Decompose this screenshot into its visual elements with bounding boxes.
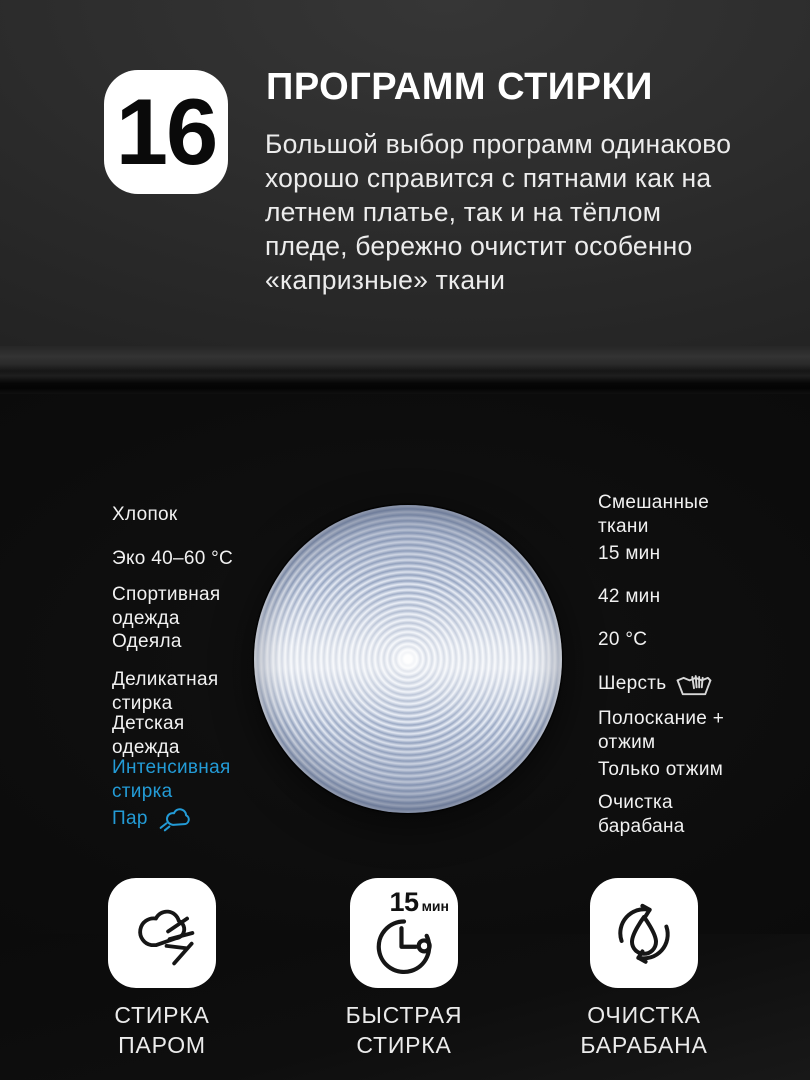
program-label-15min: 15 мин: [598, 543, 661, 564]
program-label-cotton: Хлопок: [112, 504, 178, 525]
program-count-badge: [104, 70, 228, 194]
program-label-delicate: Деликатная стирка: [112, 669, 219, 714]
feature-label-steam-wash: СТИРКА ПАРОМ: [114, 1002, 210, 1058]
program-label-20c: 20 °C: [598, 629, 648, 650]
program-count-number: 16: [115, 79, 217, 184]
program-label-blankets: Одеяла: [112, 631, 182, 652]
program-label-intensive: Интенсивная стирка: [112, 757, 231, 802]
program-label-rinse-spin: Полоскание + отжим: [598, 708, 725, 753]
program-label-steam: Пар: [112, 802, 191, 830]
program-label-mixed-fabrics: Смешанные ткани: [598, 492, 710, 537]
hand-wash-icon: [675, 669, 713, 697]
program-label-42min: 42 мин: [598, 586, 661, 607]
feature-label-drum-clean: ОЧИСТКА БАРАБАНА: [580, 1002, 708, 1058]
feature-card-quick-wash: [350, 878, 458, 988]
machine-top-edge: [0, 346, 810, 394]
page-description: Большой выбор программ одинаково хорошо справится с пятнами как на летнем платье, так и на тёплом пледе, бережно очистит особенно «капризные» ткани: [265, 129, 732, 295]
steam-jet-icon: [124, 895, 200, 971]
feature-label-quick-wash: БЫСТРАЯ СТИРКА: [345, 1002, 463, 1058]
program-label-spin-only: Только отжим: [598, 759, 724, 780]
page-title: ПРОГРАММ СТИРКИ: [266, 66, 653, 108]
program-label-eco: Эко 40–60 °C: [112, 548, 234, 569]
program-label-kids-clothes: Детская одежда: [112, 713, 185, 758]
drum-clean-icon: [604, 893, 684, 973]
hero-section: [0, 0, 810, 346]
steam-puff-icon: [157, 802, 191, 832]
quick-wash-duration-badge: 15 мин: [389, 887, 449, 917]
program-label-wool: Шерсть: [598, 669, 713, 695]
program-label-sportswear: Спортивная одежда: [112, 584, 221, 629]
program-label-drum-clean: Очистка барабана: [598, 792, 685, 837]
feature-card-drum-clean: [590, 878, 698, 988]
feature-card-steam-wash: [108, 878, 216, 988]
program-dial-knob: [254, 505, 562, 813]
control-panel: [0, 394, 810, 934]
